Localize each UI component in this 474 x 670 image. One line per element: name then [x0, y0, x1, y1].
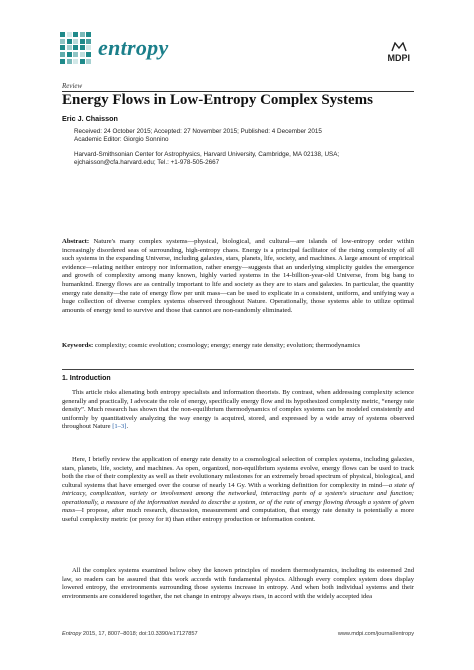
article-type: Review: [62, 82, 83, 90]
keywords: [62, 342, 414, 351]
footer-citation: [62, 631, 198, 637]
footer-url[interactable]: www.mdpi.com/journal/entropy: [337, 631, 414, 637]
author-contact[interactable]: ejchaisson@cfa.harvard.edu; Tel.: +1-978-505-2667: [74, 159, 220, 166]
paragraph-text: Here, I briefly review the application of energy rate density to a cosmological selection of complex systems, including galaxies, stars, planets, life, society, and machines. As open, organized, non-equilibrium systems evolve, energy flows can be used to track both the rise of their complexity as well as their evolutionary milestones for an extremely broad spectrum of physical, biological, and cultural systems that have emerged over the course of nearly 14 Gy. With a working definition for complexity in mind—: [62, 456, 414, 489]
section-divider: [62, 369, 414, 370]
article-dates: Received: 24 October 2015; Accepted: 27 November 2015; Published: 4 December 2015: [74, 128, 322, 135]
abstract-text: Nature's many complex systems—physical, biological, and cultural—are islands of low-entropy order within increasingly disordered seas of surrounding, high-entropy chaos. Energy is a principal facilitator of the rising complexity of all such systems in the expanding Universe, including galaxies, stars, planets, life, society, and machines. A large amount of empirical evidence—relating neither entropy nor information, rather energy—suggests that an underlying simplicity guides the emergence and growth of complexity among many known, highly varied systems in the 14-billion-year-old Universe, from big bang to humankind. Energy flows are as centrally important to life and society as they are to stars and galaxies. In particular, the quantity energy rate density—the rate of energy flow per unit mass—can be used to explicate in a consistent, uniform, and unifying way a huge collection of diverse complex systems observed throughout Nature. Operationally, those systems able to utilize optimal amounts of energy tend to survive and those that cannot are non-randomly eliminated.: [62, 238, 415, 314]
page-footer: [62, 631, 414, 637]
complexity-definition: a state of intricacy, complication, variety or involvement among the networked, interacting parts of a system's structure and function; operationally, a measure of the information needed to describe a system, or of the rate of energy flowing through a system of given mass: [62, 481, 414, 514]
abstract-label: Abstract:: [62, 238, 90, 245]
paragraph-text: .: [126, 423, 129, 430]
citation-link[interactable]: [1–3]: [112, 423, 127, 430]
body-paragraph: [62, 567, 414, 601]
keywords-text: complexity; cosmic evolution; cosmology; energy; energy rate density; evolution; thermodynamics: [94, 342, 361, 349]
keywords-label: Keywords:: [62, 342, 94, 349]
paragraph-text: All the complex systems examined below obey the known principles of modern thermodynamics, including its esteemed 2nd law, so readers can be assured that this work accords with fundamental physics. Although every complex system does display lowered entropy, the environments surrounding those systems increase in entropy. And when both individual systems and their environments are considered together, the net change in entropy always rises, in accord with the widely accepted idea: [62, 567, 414, 600]
mdpi-icon: [391, 42, 407, 52]
paragraph-text: —I propose, after much research, discussion, measurement and computation, that energy rate density is potentially a more useful complexity metric (or proxy for it) than either entropy production or information content.: [62, 507, 414, 523]
body-paragraph: [62, 456, 414, 524]
publisher-name: MDPI: [387, 53, 410, 63]
section-title: Introduction: [69, 375, 111, 382]
footer-doi: 2015, 17, 8007–8018; doi:10.3390/e17127857: [82, 631, 198, 637]
journal-logo[interactable]: [60, 30, 169, 66]
body-paragraph: [62, 389, 414, 432]
section-heading: [62, 375, 111, 382]
journal-name: entropy: [98, 35, 169, 60]
author-affiliation: Harvard-Smithsonian Center for Astrophysics, Harvard University, Cambridge, MA 02138, USA;: [74, 151, 340, 158]
footer-journal: Entropy: [62, 631, 82, 637]
abstract: [62, 238, 414, 315]
author-name: Eric J. Chaisson: [62, 114, 118, 123]
academic-editor: Academic Editor: Giorgio Sonnino: [74, 136, 169, 143]
article-title: Energy Flows in Low-Entropy Complex Systems: [62, 92, 373, 108]
journal-logo-icon: [60, 32, 92, 64]
publisher-logo[interactable]: [388, 42, 411, 63]
paragraph-text: This article risks alienating both entropy specialists and information theorists. By contrast, when addressing complexity science generally and practically, I advocate the role of energy, specifically energy flow and its hypothesized complexity metric, “energy rate density”. Much research has shown that the non-equilibrium thermodynamics of complex systems can be modeled consistently and uniformly by quantitatively analyzing the way energy is acquired, stored, and expressed by a wide array of systems observed throughout Nature: [62, 389, 414, 430]
section-number: 1.: [62, 375, 68, 382]
